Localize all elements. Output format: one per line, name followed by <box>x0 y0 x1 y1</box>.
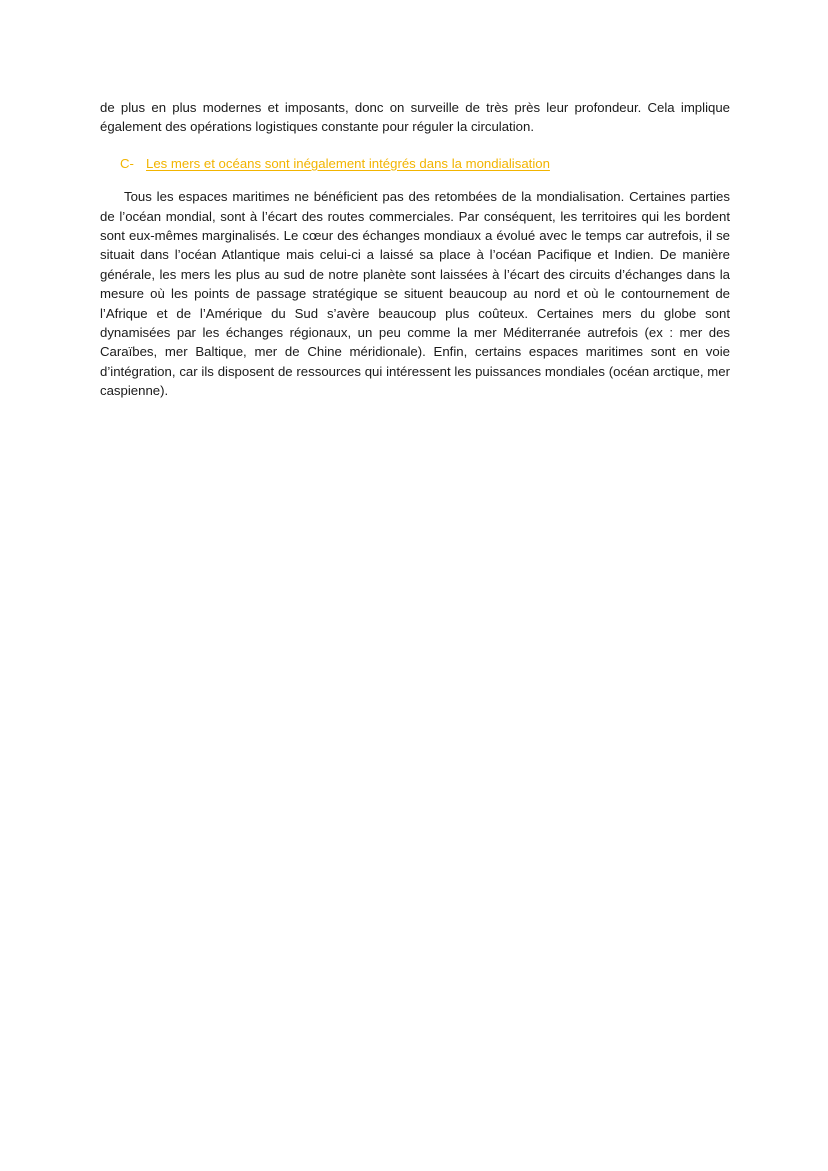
document-content <box>100 98 730 401</box>
section-marker: C- <box>120 155 134 171</box>
section-heading <box>120 154 730 173</box>
section-title: Les mers et océans sont inégalement intégrés dans la mondialisation <box>146 155 550 171</box>
body-paragraph: Tous les espaces maritimes ne bénéficient pas des retombées de la mondialisation. Certaines parties de l’océan mondial, sont à l’écart des routes commerciales. Par conséquent, les territoires qui les bordent sont eux-mêmes marginalisés. Le cœur des échanges mondiaux a évolué avec le temps car autrefois, il se situait dans l’océan Atlantique mais celui-ci a laissé sa place à l’océan Pacifique et Indien. De manière générale, les mers les plus au sud de notre planète sont laissées à l’écart des circuits d’échanges dans la mesure où les points de passage stratégique se situent beaucoup au nord et où le contournement de l’Afrique et de l’Amérique du Sud s’avère beaucoup plus coûteux. Certaines mers du globe sont dynamisées par les échanges régionaux, un peu comme la mer Méditerranée autrefois (ex : mer des Caraïbes, mer Baltique, mer de Chine méridionale). Enfin, certains espaces maritimes sont en voie d’intégration, car ils disposent de ressources qui intéressent les puissances mondiales (océan arctique, mer caspienne). <box>100 189 730 399</box>
intro-paragraph: de plus en plus modernes et imposants, donc on surveille de très près leur profondeur. Cela implique également des opérations logistiques constante pour réguler la circulation. <box>100 100 730 135</box>
